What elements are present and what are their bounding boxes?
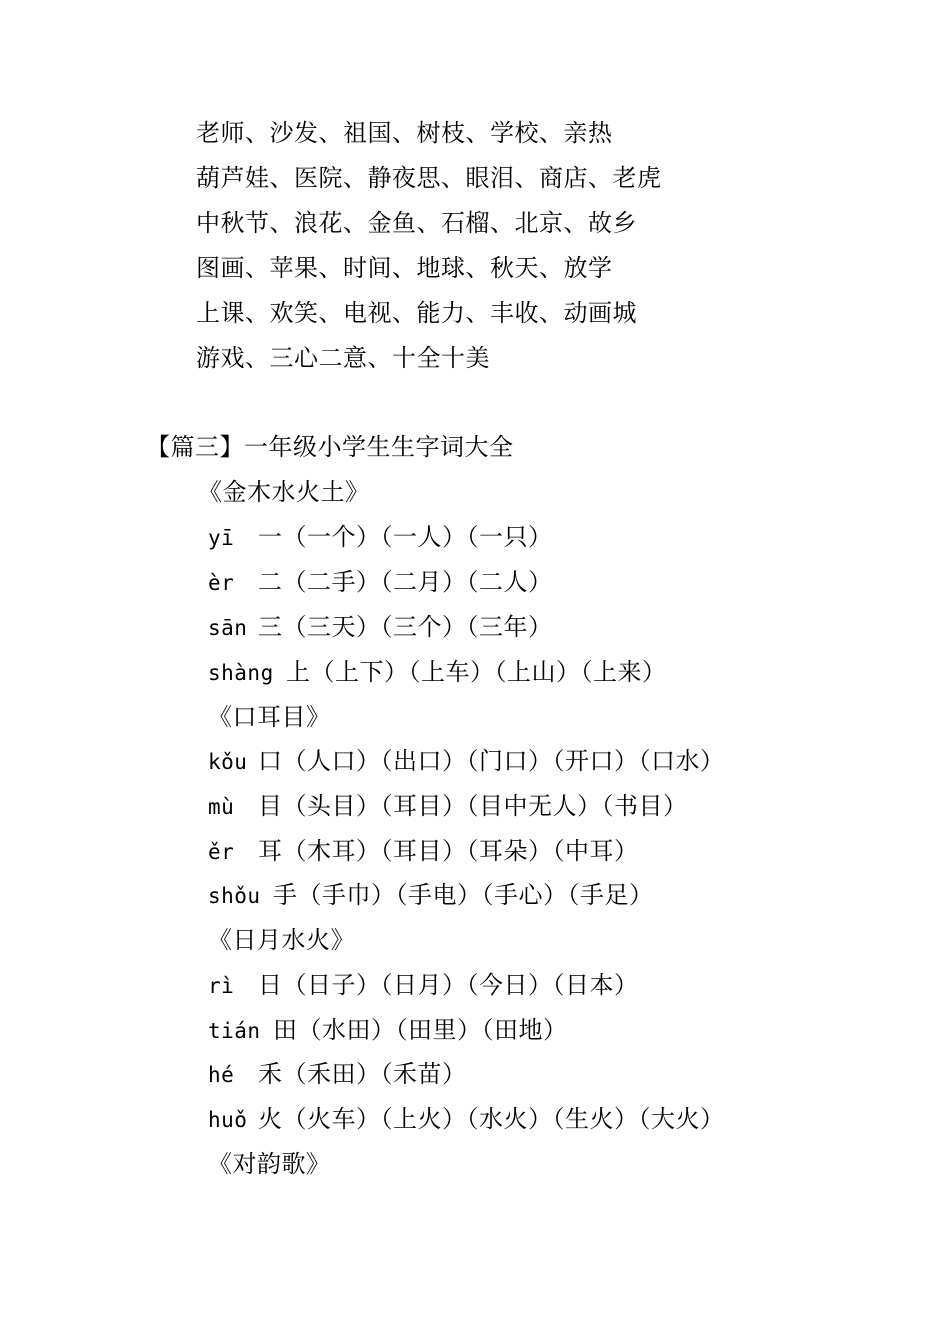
entry-line	[208, 836, 639, 867]
entry-line	[208, 1059, 467, 1090]
character: 三	[258, 613, 283, 641]
pinyin: hé	[208, 1063, 235, 1087]
words: （木耳）（耳目）（耳朵）（中耳）	[282, 837, 639, 865]
word-list-line: 中秋节、浪花、金鱼、石榴、北京、故乡	[196, 209, 637, 237]
words: （手巾）（手电）（手心）（手足）	[297, 881, 654, 909]
block-title: 《金木水火土》	[198, 478, 370, 506]
entry-line	[208, 880, 654, 911]
words: （水田）（田里）（田地）	[297, 1016, 568, 1044]
word-list-line: 图画、苹果、时间、地球、秋天、放学	[196, 254, 613, 282]
entry-line	[208, 1104, 725, 1135]
character: 禾	[258, 1060, 283, 1088]
entry-line	[208, 1015, 568, 1046]
pinyin: sān	[208, 616, 248, 640]
character: 口	[258, 747, 283, 775]
words: （三天）（三个）（三年）	[282, 613, 553, 641]
block-title: 《日月水火》	[208, 926, 355, 954]
words: （一个）（一人）（一只）	[282, 523, 553, 551]
entry-line	[208, 522, 553, 553]
block-title: 《对韵歌》	[208, 1150, 331, 1178]
words: （二手）（二月）（二人）	[282, 568, 553, 596]
character: 手	[273, 881, 298, 909]
pinyin: kǒu	[208, 750, 248, 774]
character: 上	[286, 658, 311, 686]
words: （火车）（上火）（水火）（生火）（大火）	[282, 1105, 725, 1133]
words: （禾田）（禾苗）	[282, 1060, 467, 1088]
pinyin: èr	[208, 571, 235, 595]
word-list-line: 上课、欢笑、电视、能力、丰收、动画城	[196, 299, 637, 327]
words: （上下）（上车）（上山）（上来）	[310, 658, 667, 686]
character: 一	[258, 523, 283, 551]
character: 田	[273, 1016, 298, 1044]
pinyin: shǒu	[208, 884, 261, 908]
section-heading: 【篇三】一年级小学生生字词大全	[146, 433, 514, 461]
words: （人口）（出口）（门口）（开口）（口水）	[282, 747, 725, 775]
pinyin: rì	[208, 974, 235, 998]
entry-line	[208, 567, 553, 598]
word-list-line: 游戏、三心二意、十全十美	[196, 344, 490, 372]
character: 耳	[258, 837, 283, 865]
entry-line	[208, 746, 725, 777]
entry-line	[208, 970, 639, 1001]
words: （日子）（日月）（今日）（日本）	[282, 971, 639, 999]
entry-line	[208, 612, 553, 643]
pinyin: tián	[208, 1019, 261, 1043]
words: （头目）（耳目）（目中无人）（书目）	[282, 792, 688, 820]
pinyin: yī	[208, 526, 235, 550]
word-list-line: 老师、沙发、祖国、树枝、学校、亲热	[196, 119, 613, 147]
pinyin: ěr	[208, 840, 235, 864]
character: 二	[258, 568, 283, 596]
pinyin: shàng	[208, 661, 274, 685]
block-title: 《口耳目》	[208, 703, 331, 731]
character: 目	[258, 792, 283, 820]
character: 日	[258, 971, 283, 999]
pinyin: mù	[208, 795, 235, 819]
entry-line	[208, 657, 667, 688]
word-list-line: 葫芦娃、医院、静夜思、眼泪、商店、老虎	[196, 164, 662, 192]
pinyin: huǒ	[208, 1108, 248, 1132]
entry-line	[208, 791, 688, 822]
character: 火	[258, 1105, 283, 1133]
